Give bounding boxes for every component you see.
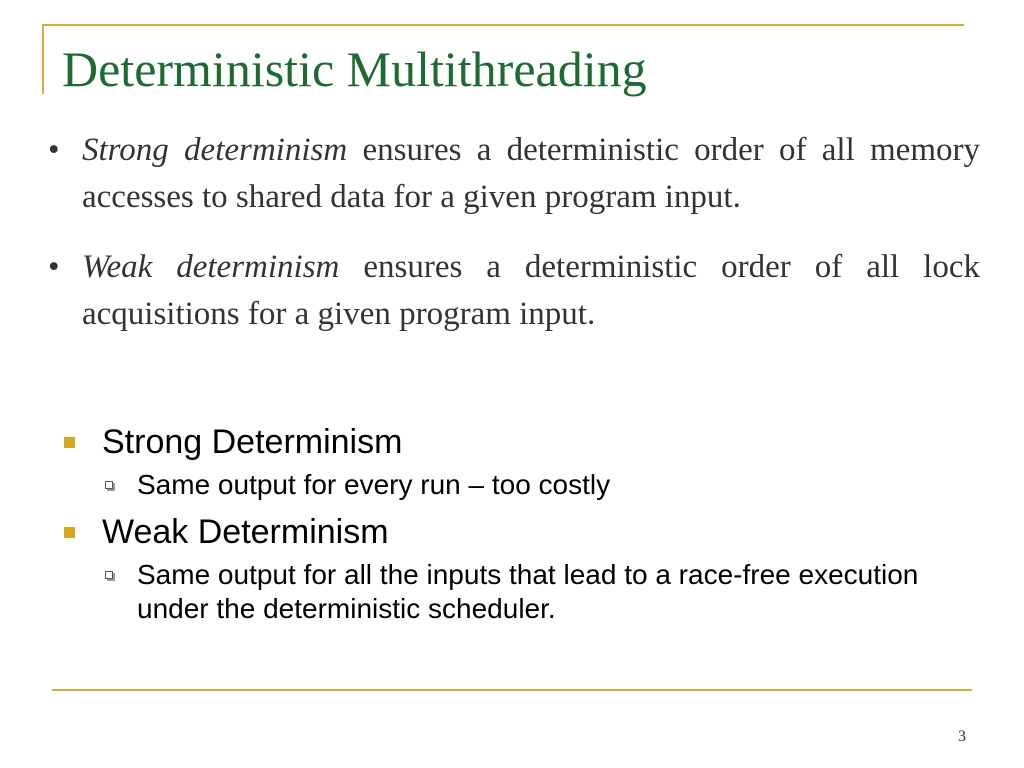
footer-rule <box>52 689 972 691</box>
sub-bullet <box>102 468 960 502</box>
bullet-dot-icon: • <box>48 249 60 285</box>
page-number: 3 <box>958 728 966 745</box>
title-frame-top-rule <box>42 24 964 26</box>
square-bullet-icon <box>64 437 75 448</box>
bullet-list <box>60 420 960 634</box>
hollow-square-bullet-icon <box>105 481 113 489</box>
sub-bullet <box>102 558 960 626</box>
sub-bullet-text: Same output for every run – too costly <box>137 469 611 500</box>
sub-bullet-list <box>102 468 960 502</box>
bullet-dot-icon: • <box>48 132 60 168</box>
quoted-definition-weak <box>48 244 980 338</box>
title-frame-left-rule <box>42 24 44 94</box>
definition-term: Strong determinism <box>82 132 348 168</box>
square-bullet-icon <box>64 527 75 538</box>
definition-text: ensures a deterministic order of all lock acquisitions for a given program input. <box>82 249 980 332</box>
definition-text: ensures a deterministic order of all memory accesses to shared data for a given program input. <box>82 132 980 215</box>
bullet-strong-determinism <box>60 420 960 502</box>
bullet-weak-determinism <box>60 510 960 626</box>
slide-title: Deterministic Multithreading <box>62 41 647 97</box>
quoted-definition-strong <box>48 127 980 221</box>
quoted-definitions <box>48 127 980 361</box>
sub-bullet-list <box>102 558 960 626</box>
definition-term: Weak determinism <box>82 249 340 285</box>
hollow-square-bullet-icon <box>105 571 113 579</box>
bullet-label: Weak Determinism <box>102 513 389 551</box>
sub-bullet-text: Same output for all the inputs that lead to a race-free execution under the deterministic scheduler. <box>137 559 919 624</box>
bullet-label: Strong Determinism <box>102 423 403 461</box>
